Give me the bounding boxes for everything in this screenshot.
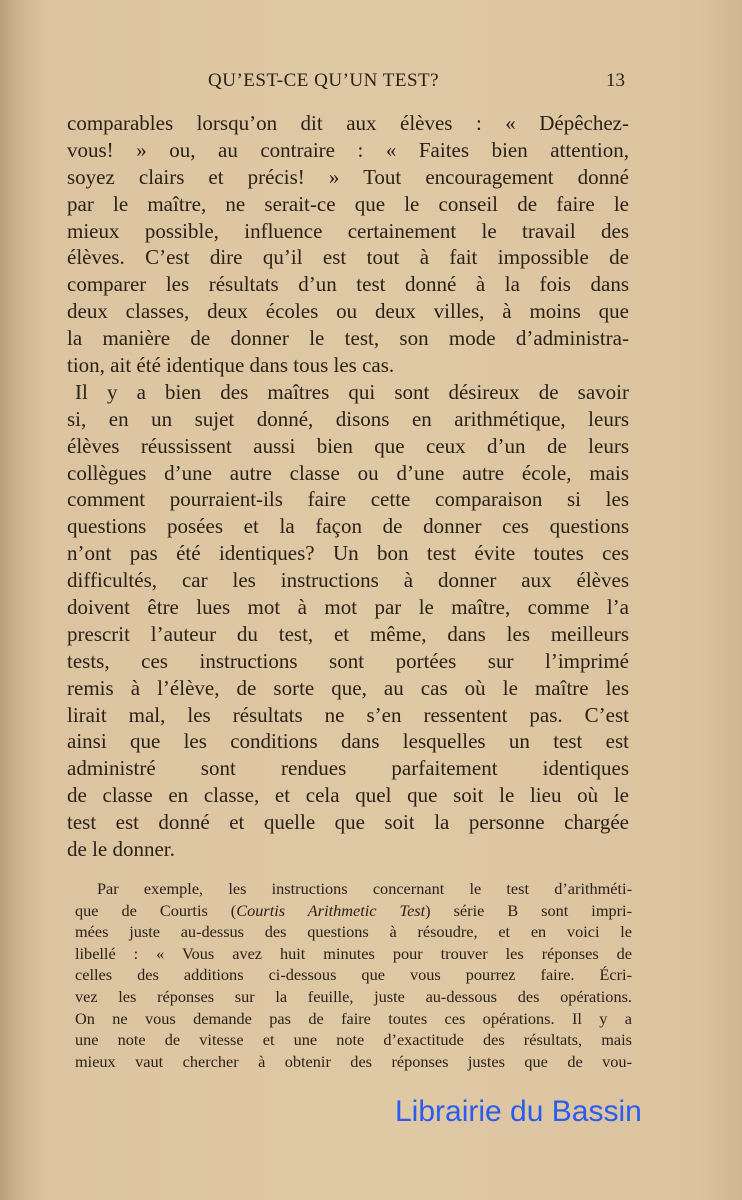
text-line: prescrit l’auteur du test, et même, dans les meilleurs <box>67 621 629 646</box>
text-line: difficultés, car les instructions à donner aux élèves <box>67 568 629 593</box>
text-line: administré sont rendues parfaitement identiques <box>67 756 629 781</box>
footnote-rest <box>75 921 632 1072</box>
text-line: mieux possible, influence certainement le travail des <box>67 218 629 243</box>
main-text <box>67 110 629 863</box>
text-line: ainsi que les conditions dans lesquelles un test est <box>67 729 629 754</box>
text-line: comparer les résultats d’un test donné à la fois dans <box>67 272 629 297</box>
text-line: par le maître, ne serait-ce que le conseil de faire le <box>67 191 629 216</box>
text-line: questions posées et la façon de donner ces questions <box>67 514 629 539</box>
text-line: élèves réussissent aussi bien que ceux d’un de leurs <box>67 433 629 458</box>
text-line: tion, ait été identique dans tous les cas. <box>67 353 395 378</box>
page-header <box>0 70 742 96</box>
text-line: Il y a bien des maîtres qui sont désireux de savoir <box>75 379 629 404</box>
footnote-line: mieux vaut chercher à obtenir des réponses justes que de vou- <box>75 1051 632 1071</box>
footnote <box>75 878 632 1072</box>
text-line: n’ont pas été identiques? Un bon test évite toutes ces <box>67 541 629 566</box>
watermark: Librairie du Bassin <box>395 1095 642 1128</box>
text-line: vous! » ou, au contraire : « Faites bien attention, <box>67 137 629 162</box>
text-line: de le donner. <box>67 837 175 862</box>
footnote-line: vez les réponses sur la feuille, juste au-dessous des opérations. <box>75 986 632 1006</box>
running-title: QU’EST-CE QU’UN TEST? <box>208 70 440 91</box>
text-line: élèves. C’est dire qu’il est tout à fait impossible de <box>67 245 629 270</box>
footnote-line: une note de vitesse et une note d’exactitude des résultats, mais <box>75 1030 632 1050</box>
page-number: 13 <box>606 70 625 91</box>
text-line: deux classes, deux écoles ou deux villes, à moins que <box>67 299 629 324</box>
footnote-line: On ne vous demande pas de faire toutes ces opérations. Il y a <box>75 1008 632 1028</box>
footnote-line: que de Courtis (Courtis Arithmetic Test) série B sont impri- <box>75 900 633 920</box>
footnote-line: Par exemple, les instructions concernant le test d’arithméti- <box>97 879 632 898</box>
text-line: doivent être lues mot à mot par le maître, comme l’a <box>67 595 629 620</box>
footnote-line: celles des additions ci-dessous que vous pourrez faire. Écri- <box>75 965 632 985</box>
text-line: soyez clairs et précis! » Tout encouragement donné <box>67 164 629 189</box>
footnote-line: mées juste au-dessus des questions à résoudre, et en voici le <box>75 922 632 942</box>
text-line: remis à l’élève, de sorte que, au cas où le maître les <box>67 675 629 700</box>
text-line: la manière de donner le test, son mode d’administra- <box>67 326 629 351</box>
text-line: comment pourraient-ils faire cette comparaison si les <box>67 487 629 512</box>
text-line: test est donné et quelle que soit la personne chargée <box>67 810 629 835</box>
italic-title: Courtis Arithmetic Test <box>236 900 426 920</box>
text-line: de classe en classe, et cela quel que soit le lieu où le <box>67 783 629 808</box>
text-line: comparables lorsqu’on dit aux élèves : « Dépêchez- <box>67 111 629 135</box>
text-line: collègues d’une autre classe ou d’une autre école, mais <box>67 460 629 485</box>
text-line: lirait mal, les résultats ne s’en ressentent pas. C’est <box>67 702 629 727</box>
text-line: tests, ces instructions sont portées sur l’imprimé <box>67 648 629 673</box>
text-line: si, en un sujet donné, disons en arithmétique, leurs <box>67 406 629 431</box>
footnote-line: libellé : « Vous avez huit minutes pour trouver les réponses de <box>75 943 632 963</box>
